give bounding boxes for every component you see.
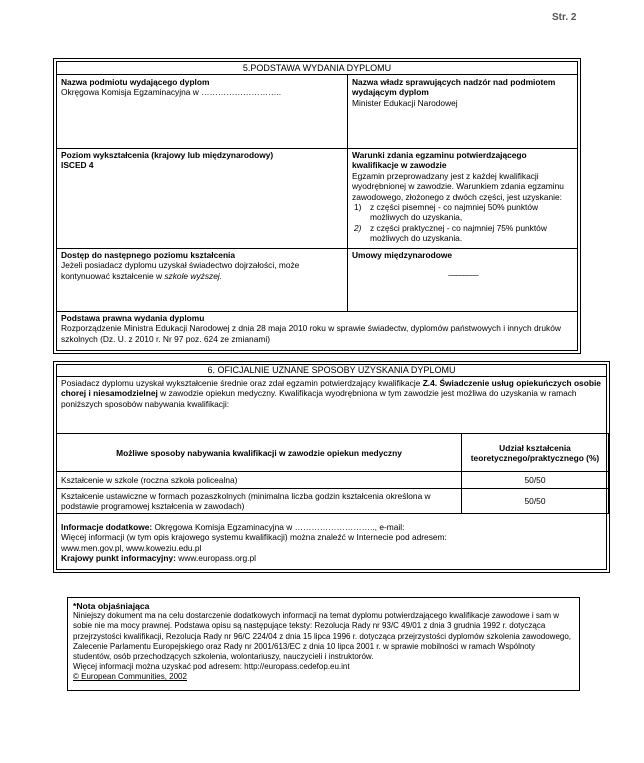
level-label: Poziom wykształcenia (krajowy lub międzynarodowy) [61,150,274,160]
table-header-row [57,434,609,472]
section-5-inner [56,61,578,351]
table-header-ways: Możliwe sposoby nabywania kwalifikacji w zawodzie opiekun medyczny [57,434,462,472]
explanatory-note [67,597,580,691]
access-value [61,260,343,281]
additional-info-value: Okręgowa Komisja Egzaminacyjna w ……………………….., e-mail: [152,522,405,532]
conditions-text: Egzamin przeprowadzany jest z każdej kwalifikacji wyodrębnionej w zawodzie. Warunkiem zdania egzaminu zawodowego, złożonego z dwóch części, jest uzyskanie: [352,170,564,202]
access-value-text: Jeżeli posiadacz dyplomu uzyskał świadectwo dojrzałości, może kontynuować kształcenie w [61,260,300,281]
authority-cell [348,76,578,148]
section-6-inner [56,364,607,570]
level-cell [57,149,347,248]
intl-cell [348,249,578,311]
additional-info-label: Informacje dodatkowe: [61,522,153,532]
note-copyright: © European Communities, 2002 [73,672,187,682]
table-row [57,489,609,514]
section-6-title: 6. OFICJALNIE UZNANE SPOSOBY UZYSKANIA DYPLOMU [57,365,606,377]
contact-label: Krajowy punkt informacyjny: [61,553,176,564]
note-more: Więcej informacji można uzyskać pod adresem: http://europass.cedefop.eu.int [73,662,350,672]
note-text: Niniejszy dokument ma na celu dostarczenie dodatkowych informacji na temat dyplomu potwierdzającego kwalifikacje zawodowe i sam w sobie nie ma mocy prawnej. Podstawa opisu są następujące teksty: Rezolucja Rady nr 93/C 49/01 z dnia 3 grudnia 1992 r. dotycząca przejrzystości kwalifikacji, Rezolucja Rady nr 96/C 224/04 z dnia 15 lipca 1996 r. dotycząca przejrzystości dyplomów szkolenia zawodowego, Zalecenie Parlamentu Europejskiego oraz Rady nr 2001/613/EC z dnia 10 lipca 2001 r. w sprawie mobilności w ramach Wspólnoty studentów, osób przechodzących szkolenia, wolontariuszy, nauczycieli i instruktorów. [73,611,572,662]
conditions-item [352,202,574,223]
access-value-emphasis: szkole wyższej. [164,270,223,281]
table-cell-way: Kształcenie w szkole (roczna szkoła policealna) [57,472,462,489]
level-value: ISCED 4 [61,160,94,171]
table-header-share: Udział kształcenia teoretycznego/praktycznego (%) [462,434,609,472]
conditions-item-text: z części praktycznej - co najmniej 75% punktów możliwych do uzyskania. [370,222,547,244]
access-label: Dostęp do następnego poziomu kształcenia [61,250,236,260]
more-info-text: Więcej informacji (w tym opis krajowego systemu kwalifikacji) można znaleźć w Internecie pod adresem: [61,532,447,543]
table-cell-way: Kształcenie ustawiczne w formach pozaszkolnych (minimalna liczba godzin kształcenia określona w podstawie programowej kształcenia w zawodach) [57,489,462,514]
conditions-item-text: z części pisemnej - co najmniej 50% punktów możliwych do uzyskania, [370,202,539,223]
conditions-item [352,223,574,244]
access-cell [57,249,347,311]
conditions-item-number: 1) [354,202,362,213]
table-cell-share: 50/50 [462,472,609,489]
note-title: *Nota objaśniająca [73,601,150,611]
section-6-intro-text: Posiadacz dyplomu uzyskał wykształcenie średnie oraz zdał egzamin potwierdzający kwalifikacje [61,378,423,388]
intl-value: ________ [448,266,478,277]
contact-value: www.europass.org.pl [175,553,257,564]
intl-label: Umowy międzynarodowe [352,250,453,260]
conditions-item-number: 2) [354,222,362,233]
section-6-intro [57,377,608,417]
legal-value: Rozporządzenie Ministra Edukacji Narodowej z dnia 28 maja 2010 roku w sprawie świadectw, dyplomów państwowych i innych druków szkolnych (Dz. U. z 2010 r. Nr 97 poz. 624 ze zmianami) [61,323,561,344]
issuer-cell [57,76,347,148]
conditions-list [352,202,574,244]
conditions-label: Warunki zdania egzaminu potwierdzającego kwalifikacje w zawodzie [352,150,527,171]
authority-label: Nazwa władz sprawujących nadzór nad podmiotem wydającym dyplom [352,77,556,98]
section-5-title: 5.PODSTAWA WYDANIA DYPLOMU [57,62,577,75]
contact-line [61,553,604,563]
additional-info-line [61,522,604,532]
qualification-table [56,433,609,514]
table-row [57,472,609,489]
more-info-urls: www.men.gov.pl, www.koweziu.edu.pl [61,542,202,553]
authority-value: Minister Edukacji Narodowej [352,97,458,108]
section-6-box [53,361,610,573]
legal-label: Podstawa prawna wydania dyplomu [61,313,205,323]
issuer-label: Nazwa podmiotu wydającego dyplom [61,77,210,87]
section-5-box [53,58,581,354]
qualification-name: Z.4. Świadczenie usług opiekuńczych osobie chorej i niesamodzielnej [61,378,601,399]
additional-info [57,521,608,571]
issuer-value: Okręgowa Komisja Egzaminacyjna w ……………………….. [61,87,282,98]
conditions-cell [348,149,578,248]
table-cell-share: 50/50 [462,489,609,514]
section-6-intro-text-2: w zawodzie opiekun medyczny. Kwalifikacja wyodrębniona w tym zawodzie jest możliwa do uzyskania w ramach poniższych sposobów nabywania kwalifikacji: [61,388,577,409]
legal-cell [57,312,579,352]
page-number: Str. 2 [552,12,577,23]
